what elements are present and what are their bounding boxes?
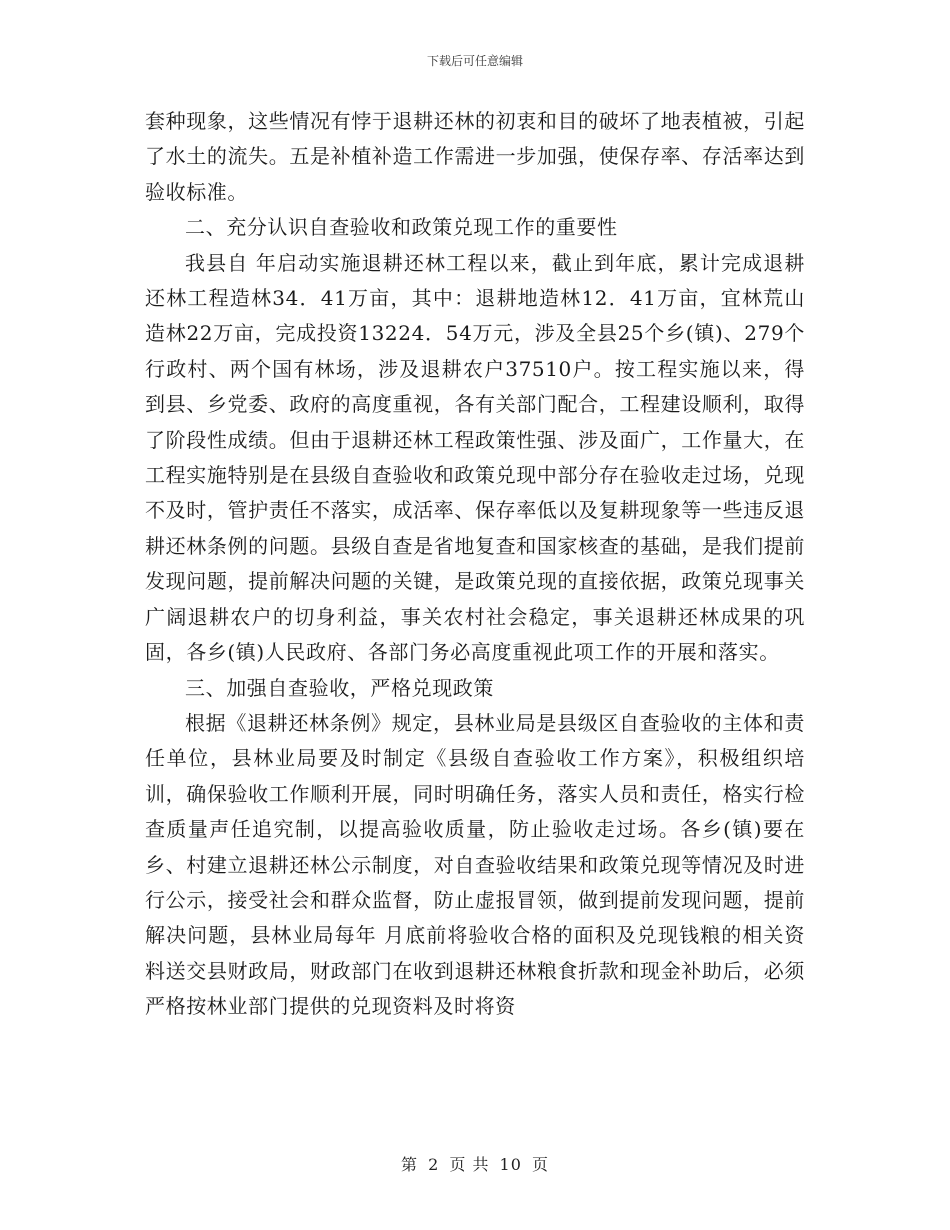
current-page-number: 2 bbox=[428, 1155, 440, 1174]
footer-prefix: 第 bbox=[400, 1155, 418, 1174]
paragraph: 我县自 年启动实施退耕还林工程以来，截止到年底，累计完成退耕还林工程造林34．41万亩，其中：退耕地造林12．41万亩，宜林荒山造林22万亩，完成投资13224．54万元，涉及全县25个乡(镇)、279个行政村、两个国有林场，涉及退耕农户37510户。按工程实施以来，得到县、乡党委、政府的高度重视，各有关部门配合，工程建设顺利，取得了阶段性成绩。但由于退耕还林工程政策性强、涉及面广，工作量大，在工程实施特别是在县级自查验收和政策兑现中部分存在验收走过场，兑现不及时，管护责任不落实，成活率、保存率低以及复耕现象等一些违反退耕还林条例的问题。县级自查是省地复查和国家核查的基础，是我们提前发现问题，提前解决问题的关键，是政策兑现的直接依据，政策兑现事关广阔退耕农户的切身利益，事关农村社会稳定，事关退耕还林成果的巩固，各乡(镇)人民政府、各部门务必高度重视此项工作的开展和落实。 bbox=[145, 250, 805, 665]
document-body bbox=[145, 104, 805, 1025]
footer-suffix: 页 bbox=[532, 1155, 550, 1174]
footer-middle: 页 共 bbox=[449, 1155, 490, 1174]
page-footer bbox=[0, 1152, 950, 1175]
section-heading: 二、充分认识自查验收和政策兑现工作的重要性 bbox=[185, 215, 618, 240]
paragraph: 根据《退耕还林条例》规定，县林业局是县级区自查验收的主体和责任单位，县林业局要及时制定《县级自查验收工作方案》，积极组织培训，确保验收工作顺利开展，同时明确任务，落实人员和责任，格实行检查质量声任追究制，以提高验收质量，防止验收走过场。各乡(镇)要在乡、村建立退耕还林公示制度，对自查验收结果和政策兑现等情况及时进行公示，接受社会和群众监督，防止虚报冒领，做到提前发现问题，提前解决问题，县林业局每年 月底前将验收合格的面积及兑现钱粮的相关资料送交县财政局，财政部门在收到退耕还林粮食折款和现金补助后，必须严格按林业部门提供的兑现资料及时将资 bbox=[145, 710, 805, 1019]
section-heading: 三、加强自查验收，严格兑现政策 bbox=[185, 675, 494, 700]
total-pages-number: 10 bbox=[499, 1155, 522, 1174]
paragraph: 套种现象，这些情况有悖于退耕还林的初衷和目的破坏了地表植被，引起了水土的流失。五是补植补造工作需进一步加强，使保存率、存活率达到验收标准。 bbox=[145, 109, 805, 204]
page-header: 下载后可任意编辑 bbox=[426, 54, 523, 68]
